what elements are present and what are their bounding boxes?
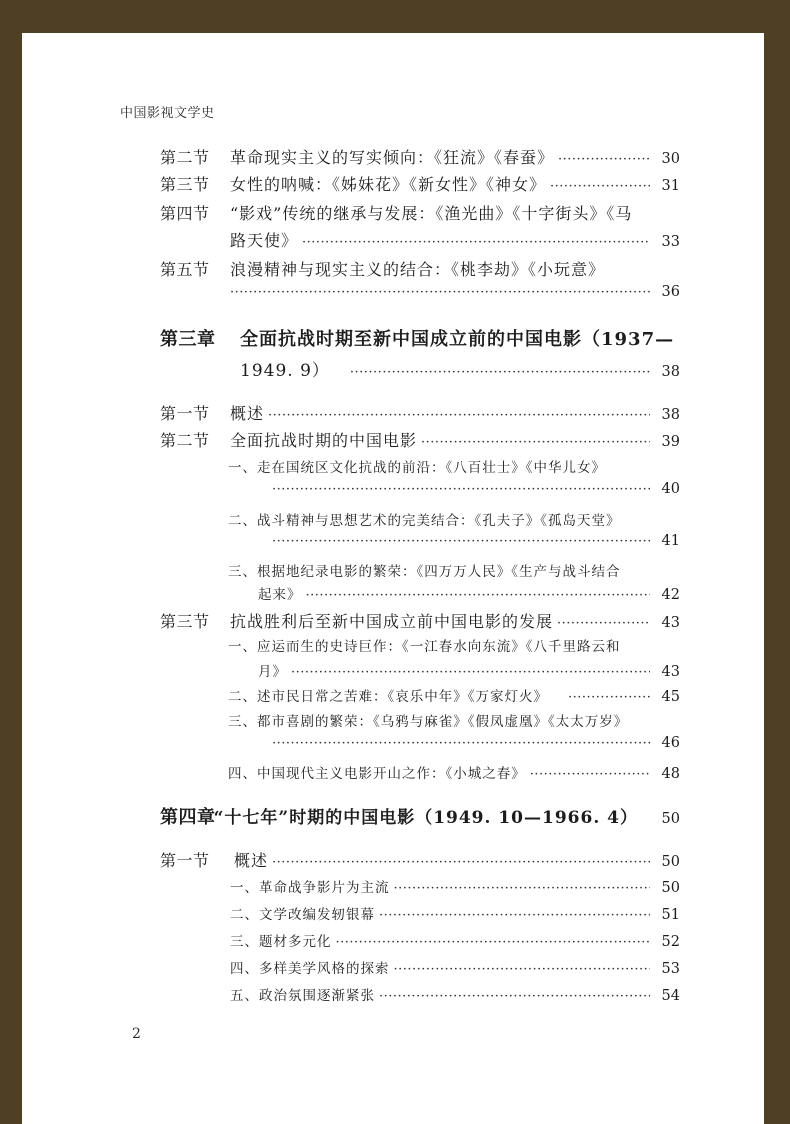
leader-dots [272,534,650,549]
leader-dots [379,908,650,923]
entry-page: 30 [661,151,680,167]
leader-dots [350,365,650,380]
leader-dots [379,989,650,1004]
section-label: 第一节 [160,851,210,870]
entry-title: 浪漫精神与现实主义的结合：《桃李劫》《小玩意》 [230,260,606,279]
toc-entry-continuation [22,660,764,680]
toc-entry-item [22,456,764,476]
toc-entry-continuation [22,356,764,381]
toc-entry-item [22,710,764,730]
entry-title-line1: 一、应运而生的史诗巨作：《一江春水向东流》《八千里路云和 [228,639,621,655]
section-label: 第二节 [160,431,210,450]
leader-dots [394,962,651,977]
toc-entry-section [22,609,764,632]
section-label: 第四节 [160,204,210,223]
toc-entry-section [22,145,764,168]
section-label: 第五节 [160,260,210,279]
toc-entry-item [22,762,764,782]
toc-entry-chapter [22,325,764,351]
entry-page: 38 [661,364,680,380]
leader-dots [230,285,650,300]
toc-entry-section [22,401,764,424]
chapter-title: “十七年”时期的中国电影（1949. 10—1966. 4） [213,808,638,828]
entry-title: 二、述市民日常之苦难：《哀乐中年》《万家灯火》 [228,689,548,705]
entry-title: 女性的呐喊：《姊妹花》《新女性》《神女》 [230,175,547,194]
toc-entry-item [22,685,764,705]
entry-page: 38 [661,407,680,423]
entry-page: 53 [661,961,680,977]
entry-title: 四、多样美学风格的探索 [230,961,390,977]
chapter-label: 第三章 [160,329,216,350]
toc-entry-item [22,984,764,1004]
running-head: 中国影视文学史 [120,106,215,121]
leader-dots [272,482,650,497]
toc-entry-section [22,172,764,195]
entry-title: 三、都市喜剧的繁荣：《乌鸦与麻雀》《假凤虚凰》《太太万岁》 [228,714,629,730]
leader-dots [421,435,650,450]
leader-dots [272,855,650,870]
leader-dots [530,767,650,782]
entry-title: 概述 [234,851,269,870]
entry-title: 三、题材多元化 [230,934,332,950]
entry-page: 46 [661,735,680,751]
entry-page: 41 [661,533,680,549]
section-label: 第一节 [160,404,210,423]
entry-title: 一、走在国统区文化抗战的前沿：《八百壮士》《中华儿女》 [228,460,606,476]
entry-page: 39 [661,434,680,450]
leader-dots [557,616,650,631]
entry-page: 50 [661,880,680,896]
toc-entry-item [22,903,764,923]
entry-page: 45 [661,689,680,705]
entry-page: 31 [661,178,680,194]
entry-page: 43 [661,664,680,680]
toc-entry-item [22,930,764,950]
toc-entry-section [22,201,764,224]
toc-entry-item [22,635,764,655]
entry-page: 42 [661,587,680,603]
toc-entry-continuation [22,284,764,300]
toc-entry-continuation [22,583,764,603]
entry-title: 抗战胜利后至新中国成立前中国电影的发展 [230,612,554,631]
entry-title: 四、中国现代主义电影开山之作：《小城之春》 [228,766,526,782]
leader-dots [336,935,651,950]
entry-title: 一、革命战争影片为主流 [230,880,390,896]
entry-title-line2: 起来》 [258,587,302,603]
leader-dots [306,588,651,603]
toc-entry-item [22,560,764,580]
entry-page: 51 [661,907,680,923]
entry-title: 全面抗战时期的中国电影 [230,431,418,450]
leader-dots [291,665,650,680]
toc-entry-section [22,428,764,451]
leader-dots [268,408,650,423]
toc-entry-item [22,957,764,977]
toc-entry-continuation [22,481,764,497]
entry-title: 二、文学改编发轫银幕 [230,907,375,923]
entry-page: 52 [661,934,680,950]
leader-dots [568,690,650,705]
toc-entry-chapter [22,803,764,828]
toc-entry-continuation [22,228,764,251]
leader-dots [302,235,650,250]
entry-title: 二、战斗精神与思想艺术的完美结合：《孔夫子》《孤岛天堂》 [228,513,621,529]
chapter-title-line2: 1949. 9） [240,361,330,381]
toc-entry-section [22,257,764,280]
entry-page: 50 [661,854,680,870]
entry-page: 33 [661,234,680,250]
entry-page: 50 [661,811,680,827]
entry-title: 五、政治氛围逐渐紧张 [230,988,375,1004]
entry-page: 48 [661,766,680,782]
leader-dots [558,152,650,167]
entry-title: 概述 [230,404,265,423]
toc-entry-section [22,848,764,871]
leader-dots [394,881,651,896]
entry-title-line2: 路天使》 [230,231,299,250]
section-label: 第三节 [160,175,210,194]
entry-title-line1: “影戏”传统的继承与发展：《渔光曲》《十字街头》《马 [230,204,633,223]
leader-dots [550,179,650,194]
toc-entry-continuation [22,533,764,549]
entry-title-line2: 月》 [258,664,287,680]
entry-title-line1: 三、根据地纪录电影的繁荣：《四万万人民》《生产与战斗结合 [228,564,621,580]
section-label: 第三节 [160,612,210,631]
chapter-title-line1: 全面抗战时期至新中国成立前的中国电影（1937— [240,329,675,350]
chapter-label: 第四章 [160,807,216,828]
toc-entry-item [22,509,764,529]
entry-title: 革命现实主义的写实倾向：《狂流》《春蚕》 [230,148,555,167]
leader-dots [272,736,650,751]
toc-entry-continuation [22,735,764,751]
page-number: 2 [132,1026,141,1042]
entry-page: 54 [661,988,680,1004]
book-page [22,33,764,1124]
entry-page: 36 [661,284,680,300]
toc-entry-item [22,876,764,896]
entry-page: 40 [661,481,680,497]
entry-page: 43 [661,615,680,631]
section-label: 第二节 [160,148,210,167]
